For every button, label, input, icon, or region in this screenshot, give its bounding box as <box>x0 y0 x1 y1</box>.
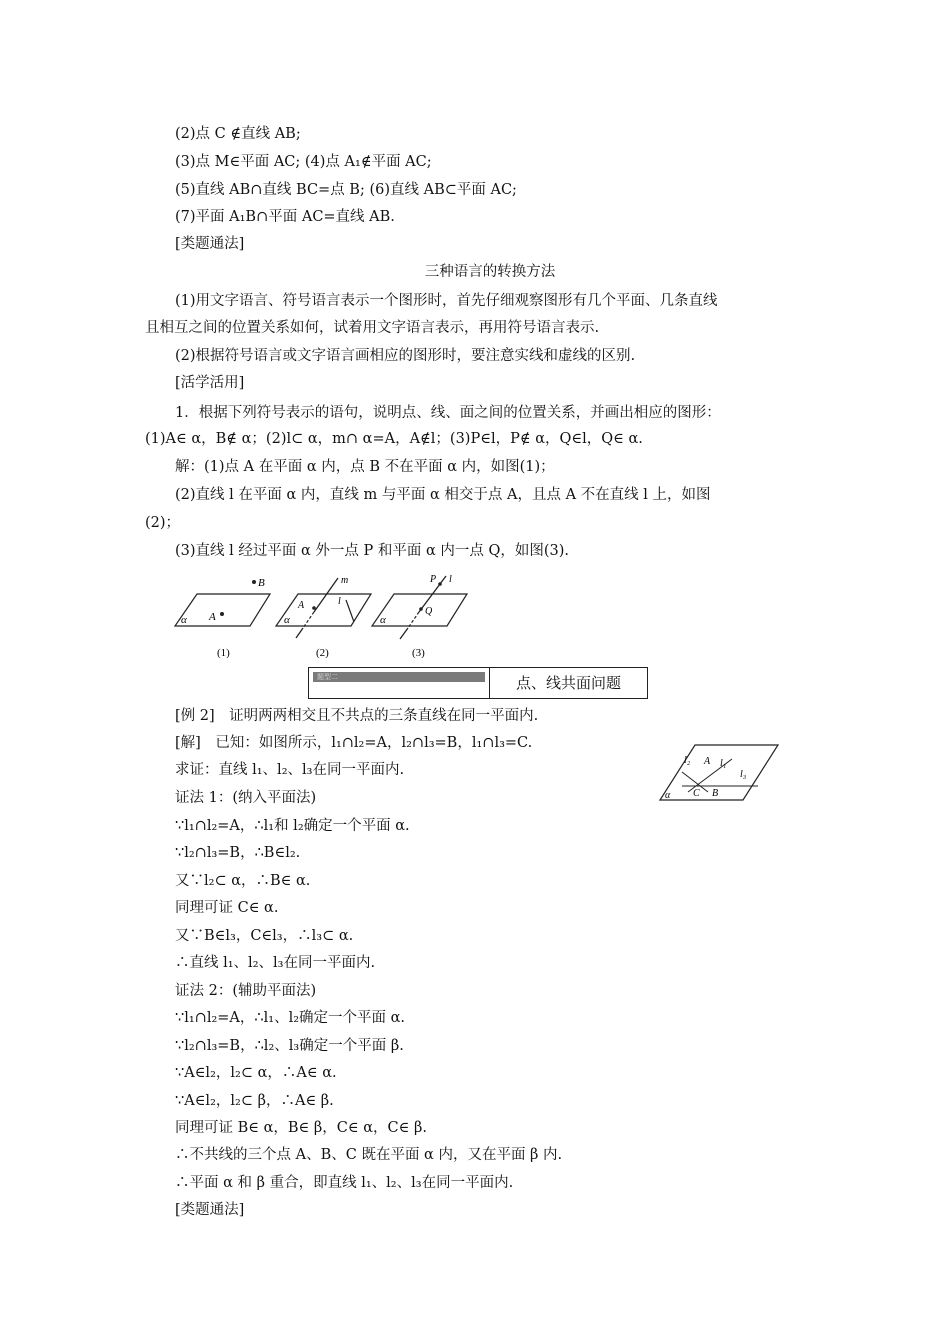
svg-text:l₁: l₁ <box>720 758 727 769</box>
text-line: [例 2] 证明两两相交且不共点的三条直线在同一平面内. <box>175 708 539 724</box>
svg-text:l₃: l₃ <box>740 769 747 780</box>
figure-2 <box>276 572 376 662</box>
text-line: ∵l₁∩l₂=A，∴l₁和 l₂确定一个平面 α. <box>175 818 410 834</box>
svg-text:(2): (2) <box>316 647 329 659</box>
text-line: (1)用文字语言、符号语言表示一个图形时，首先仔细观察图形有几个平面、几条直线 <box>175 293 718 309</box>
text-line: (2)； <box>145 515 181 531</box>
svg-text:A: A <box>209 611 216 623</box>
section-label: [活学活用] <box>175 375 245 391</box>
text-line: (2)根据符号语言或文字语言画相应的图形时，要注意实线和虚线的区别. <box>175 348 636 364</box>
svg-text:P: P <box>430 574 437 585</box>
section-label: [类题通法] <box>175 236 245 252</box>
text-line: 又∵l₂⊂ α，∴B∈ α. <box>175 873 311 889</box>
section-title: 点、线共面问题 <box>515 674 621 692</box>
text-line: (3)直线 l 经过平面 α 外一点 P 和平面 α 内一点 Q，如图(3). <box>175 543 570 559</box>
svg-text:l: l <box>338 596 341 607</box>
text-line: 且相互之间的位置关系如何，试着用文字语言表示，再用符号语言表示. <box>145 320 600 336</box>
svg-text:α: α <box>284 614 290 626</box>
section-label: [类题通法] <box>175 1202 245 1218</box>
text-line: 解：(1)点 A 在平面 α 内，点 B 不在平面 α 内，如图(1)； <box>175 459 555 475</box>
svg-text:l: l <box>449 574 452 585</box>
svg-text:A: A <box>704 756 711 767</box>
text-line: ∵A∈l₂，l₂⊂ β，∴A∈ β. <box>175 1093 334 1109</box>
svg-text:α: α <box>380 614 386 626</box>
svg-text:B: B <box>712 788 719 799</box>
text-line: (2)直线 l 在平面 α 内，直线 m 与平面 α 相交于点 A，且点 A 不在直线 l 上，如图 <box>175 487 711 503</box>
svg-text:A: A <box>298 600 305 611</box>
text-line: (3)点 M∈平面 AC; (4)点 A₁∉平面 AC; <box>175 154 432 170</box>
text-line: (5)直线 AB∩直线 BC=点 B; (6)直线 AB⊂平面 AC; <box>175 182 517 198</box>
figure-three-lines <box>660 744 780 804</box>
text-line: (1)A∈ α，B∉ α；(2)l⊂ α，m∩ α=A，A∉l；(3)P∈l，P∉ α，Q∈l，Q∈ α. <box>145 431 643 447</box>
svg-text:α: α <box>665 790 671 801</box>
text-line: [解] 已知：如图所示，l₁∩l₂=A，l₂∩l₃=B，l₁∩l₃=C. <box>175 735 533 751</box>
text-line: ∴平面 α 和 β 重合，即直线 l₁、l₂、l₃在同一平面内. <box>175 1175 514 1191</box>
section-heading: 三种语言的转换方法 <box>424 264 556 280</box>
text-line: ∵A∈l₂，l₂⊂ α，∴A∈ α. <box>175 1065 337 1081</box>
text-line: 证法 1：(纳入平面法) <box>175 790 317 806</box>
figure-1 <box>175 572 275 662</box>
text-line: ∴直线 l₁、l₂、l₃在同一平面内. <box>175 955 376 971</box>
section-tag: 题型二 <box>313 672 485 682</box>
text-line: 1．根据下列符号表示的语句，说明点、线、面之间的位置关系，并画出相应的图形： <box>175 405 721 421</box>
text-line: ∵l₂∩l₃=B，∴l₂、l₃确定一个平面 β. <box>175 1038 404 1054</box>
text-line: 同理可证 C∈ α. <box>175 900 279 916</box>
text-line: 同理可证 B∈ α，B∈ β，C∈ α，C∈ β. <box>175 1120 427 1136</box>
section-banner <box>308 667 648 699</box>
text-line: ∴不共线的三个点 A、B、C 既在平面 α 内，又在平面 β 内. <box>175 1147 563 1163</box>
text-line: (7)平面 A₁B∩平面 AC=直线 AB. <box>175 209 395 225</box>
text-line: ∵l₂∩l₃=B，∴B∈l₂. <box>175 845 301 861</box>
svg-text:(1): (1) <box>217 647 230 659</box>
svg-text:α: α <box>181 614 187 626</box>
text-line: 又∵B∈l₃，C∈l₃，∴l₃⊂ α. <box>175 928 354 944</box>
figure-3 <box>372 572 472 662</box>
text-line: 求证：直线 l₁、l₂、l₃在同一平面内. <box>175 762 405 778</box>
text-line: 证法 2：(辅助平面法) <box>175 983 317 999</box>
svg-text:(3): (3) <box>412 647 425 659</box>
svg-text:Q: Q <box>425 606 433 617</box>
svg-text:C: C <box>693 788 700 799</box>
text-line: (2)点 C ∉直线 AB; <box>175 126 301 142</box>
text-line: ∵l₁∩l₂=A，∴l₁、l₂确定一个平面 α. <box>175 1010 406 1026</box>
svg-text:B: B <box>258 577 265 589</box>
svg-text:l₂: l₂ <box>684 755 691 766</box>
svg-text:m: m <box>341 575 349 586</box>
